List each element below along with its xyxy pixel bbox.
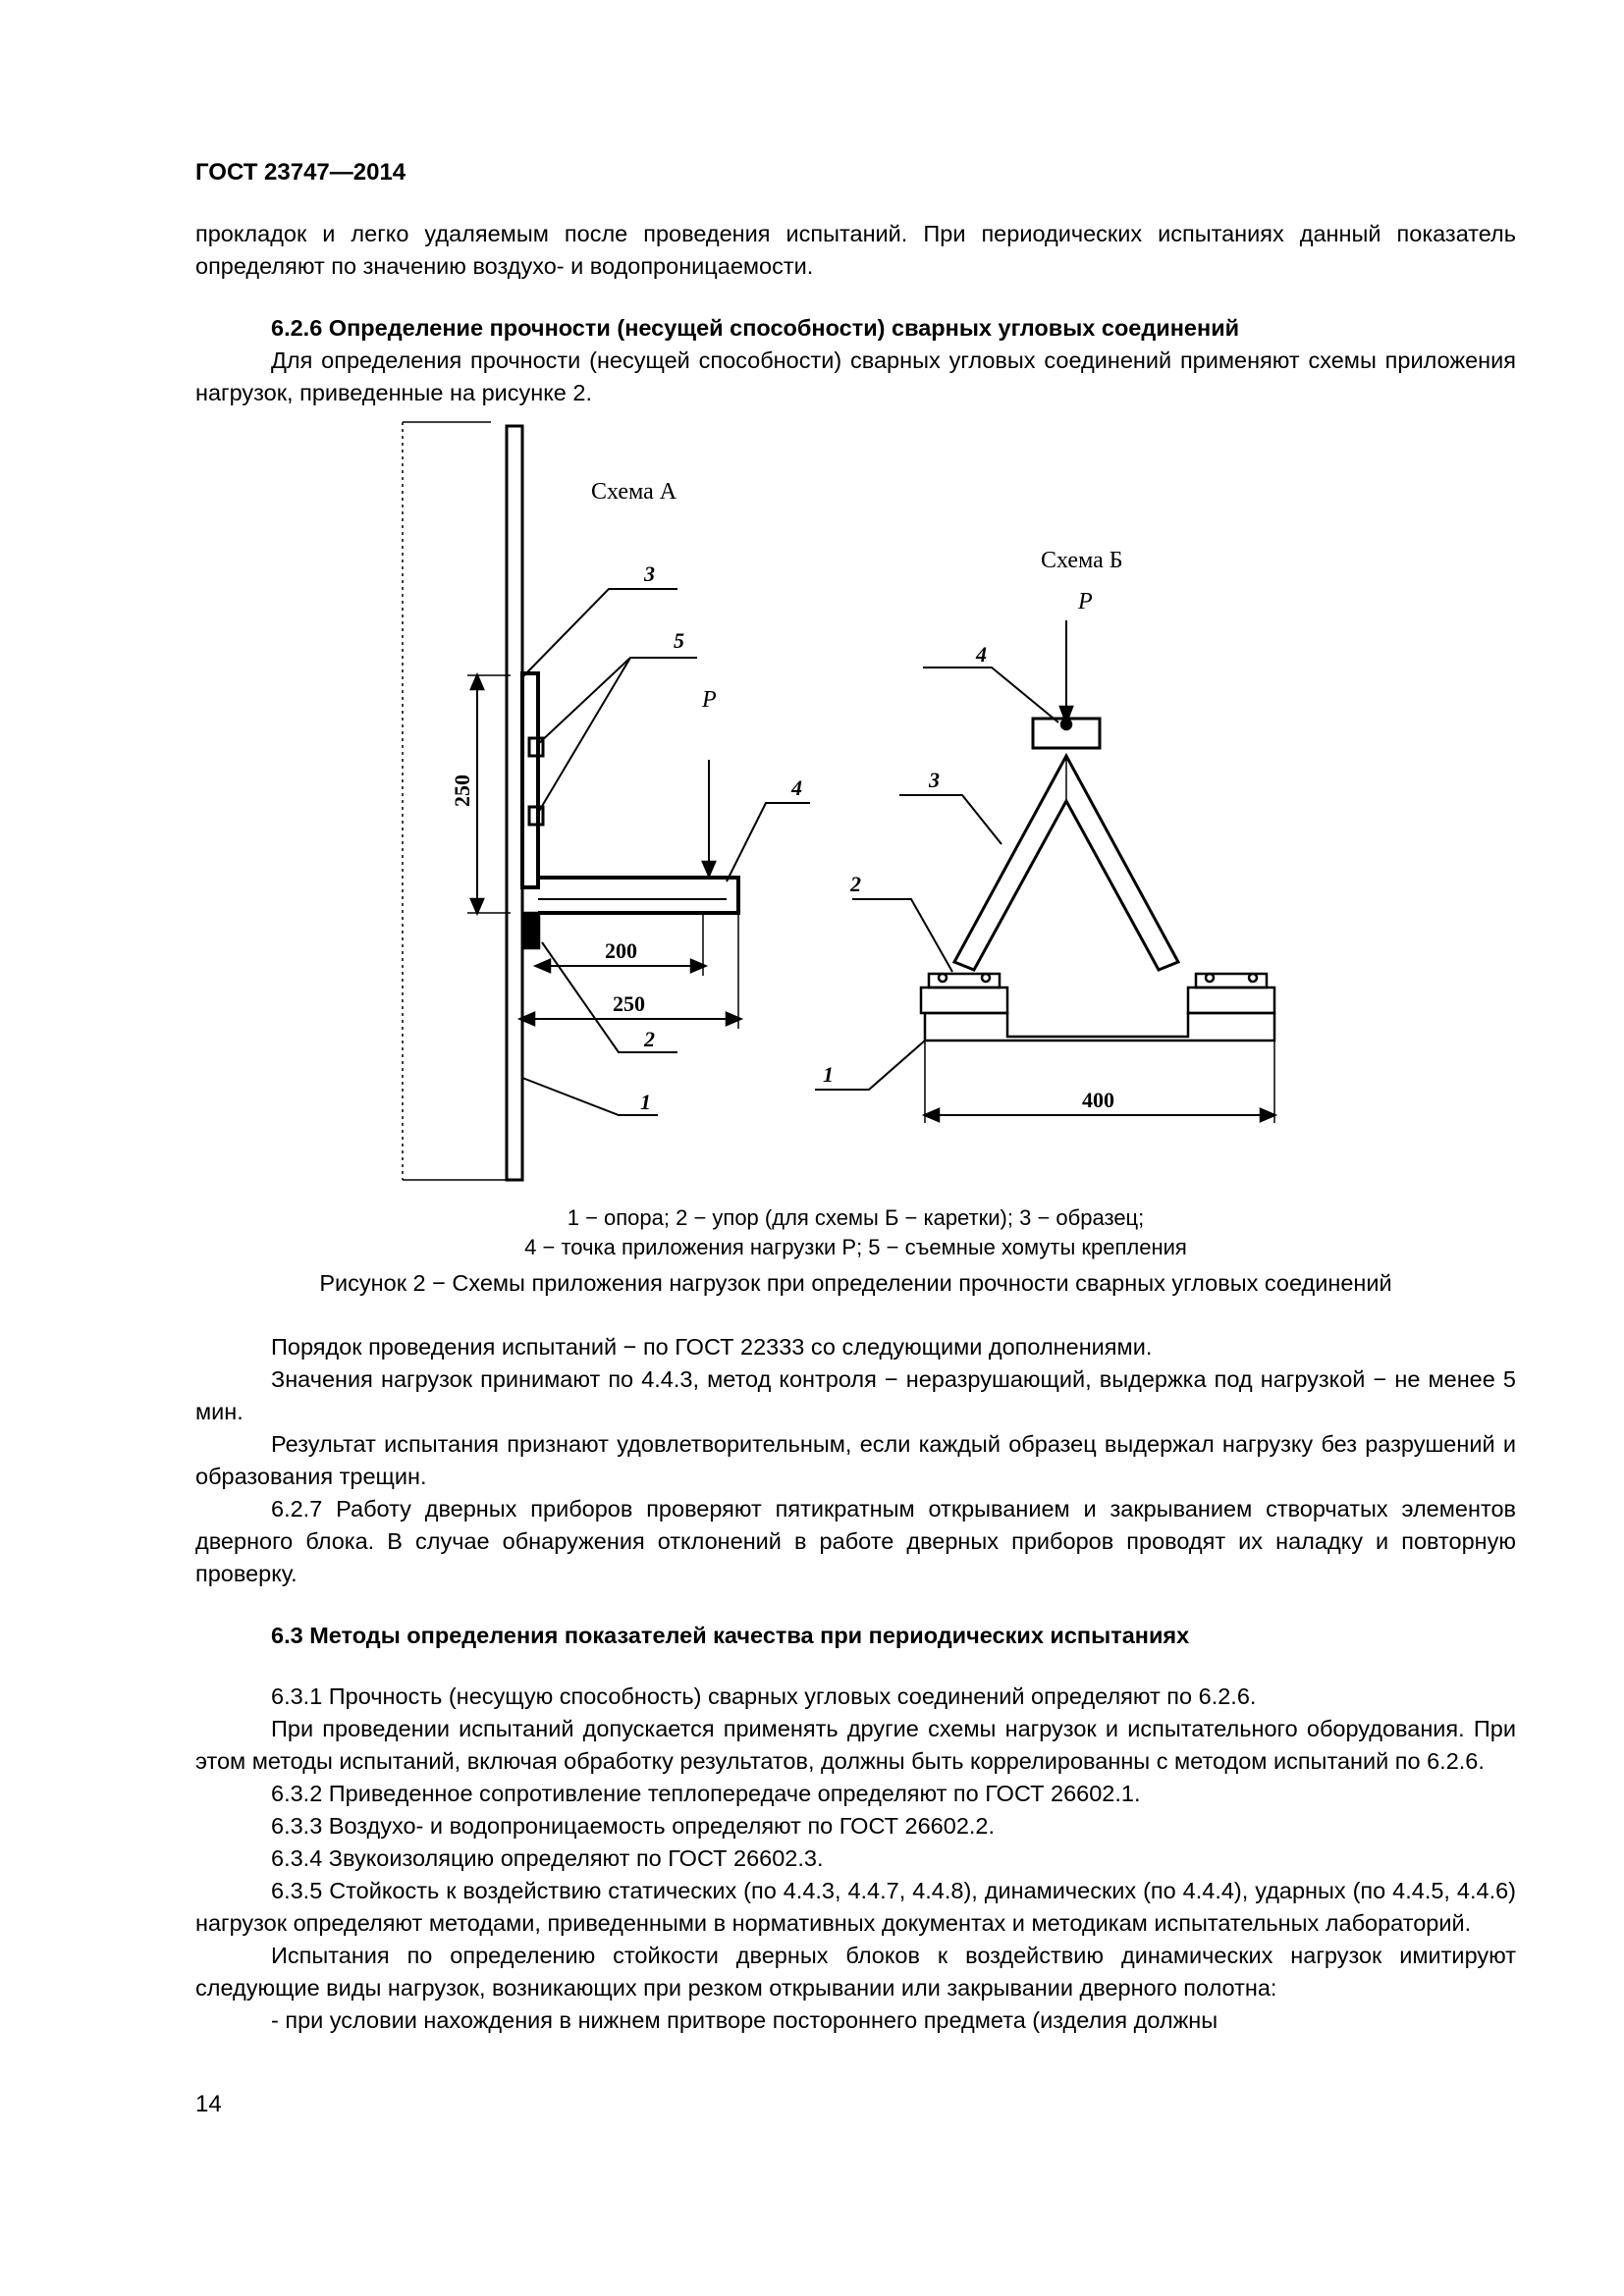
section-626	[195, 312, 1516, 409]
legend-line-2: 4 − точка приложения нагрузки P; 5 − съемные хомуты крепления	[524, 1235, 1187, 1259]
paragraph: - при условии нахождения в нижнем притворе постороннего предмета (изделия должны	[271, 2007, 1218, 2033]
paragraph: Результат испытания признают удовлетворительным, если каждый образец выдержал нагрузку без разрушений и образования трещин.	[195, 1431, 1516, 1489]
dim-a-height: 250	[450, 774, 474, 807]
section-63-heading: 6.3 Методы определения показателей качества при периодических испытаниях	[271, 1623, 1190, 1648]
callout-2-a: 2	[644, 1027, 655, 1051]
figure-2-diagram	[373, 412, 1335, 1188]
load-label-b: P	[1078, 589, 1093, 614]
paragraph: При проведении испытаний допускается применять другие схемы нагрузок и испытательного оборудования. При этом методы испытаний, включая обработку результатов, должны быть коррелированны с методом испытаний по 6.2.6.	[195, 1716, 1516, 1774]
figure-legend	[195, 1203, 1516, 1262]
document-code-header: ГОСТ 23747—2014	[195, 159, 406, 186]
dim-a-250: 250	[613, 991, 645, 1016]
callout-1-b: 1	[823, 1062, 834, 1087]
callout-1-a: 1	[640, 1090, 651, 1114]
paragraph: 6.3.1 Прочность (несущую способность) сварных угловых соединений определяют по 6.2.6.	[271, 1683, 1257, 1709]
after-figure-block	[195, 1331, 1516, 1590]
sample-vertical	[522, 673, 538, 887]
paragraph: Испытания по определению стойкости дверных блоков к воздействию динамических нагрузок имитируют следующие виды нагрузок, возникающих при резком открывании или закрывании дверного полотна:	[195, 1943, 1516, 2001]
schema-b-label: Схема Б	[1041, 548, 1123, 573]
paragraph: 6.3.4 Звукоизоляцию определяют по ГОСТ 26602.3.	[271, 1845, 824, 1871]
dim-a-200: 200	[605, 938, 637, 963]
intro-paragraph: прокладок и легко удаляемым после проведения испытаний. При периодических испытаниях данный показатель определяют по значению воздухо- и водопроницаемости.	[195, 221, 1516, 279]
dim-b-400: 400	[1082, 1088, 1114, 1112]
callout-3-a: 3	[644, 561, 655, 586]
callout-4-a: 4	[791, 775, 802, 800]
paragraph: Значения нагрузок принимают по 4.4.3, метод контроля − неразрушающий, выдержка под нагрузкой − не менее 5 мин.	[195, 1366, 1516, 1424]
intro-block	[195, 218, 1516, 283]
callout-3-b: 3	[929, 768, 940, 792]
callout-2-b: 2	[850, 872, 861, 896]
legend-line-1: 1 − опора; 2 − упор (для схемы Б − каретки); 3 − образец;	[567, 1205, 1145, 1230]
paragraph: 6.3.3 Воздухо- и водопроницаемость определяют по ГОСТ 26602.2.	[271, 1813, 996, 1839]
paragraph: Порядок проведения испытаний − по ГОСТ 22333 со следующими дополнениями.	[271, 1334, 1153, 1360]
paragraph: 6.3.2 Приведенное сопротивление теплопередаче определяют по ГОСТ 26602.1.	[271, 1781, 1141, 1806]
load-label-a: P	[702, 687, 717, 713]
section-626-text: Для определения прочности (несущей способности) сварных угловых соединений применяют схемы приложения нагрузок, приведенные на рисунке 2.	[195, 347, 1516, 405]
paragraph: 6.3.5 Стойкость к воздействию статических (по 4.4.3, 4.4.7, 4.4.8), динамических (по 4.4.4), ударных (по 4.4.5, 4.4.6) нагрузок определяют методами, приведенными в нормативных документах и методикам испытательных лабораторий.	[195, 1878, 1516, 1936]
sample-horizontal	[538, 878, 738, 913]
callout-4-b: 4	[976, 642, 987, 667]
paragraph: 6.2.7 Работу дверных приборов проверяют пятикратным открыванием и закрыванием створчатых элементов дверного блока. В случае обнаружения отклонений в работе дверных приборов проводят их наладку и повторную проверку.	[195, 1496, 1516, 1586]
page-number: 14	[195, 2091, 222, 2117]
section-63-body	[195, 1681, 1516, 2037]
schema-a-label: Схема А	[591, 479, 677, 505]
support-post	[507, 426, 522, 1180]
section-63-heading-block	[195, 1620, 1516, 1652]
load-schemes-drawing	[373, 412, 1335, 1188]
callout-5-a: 5	[674, 628, 684, 653]
figure-caption: Рисунок 2 − Схемы приложения нагрузок при определении прочности сварных угловых соединений	[319, 1270, 1392, 1296]
section-626-heading: 6.2.6 Определение прочности (несущей способности) сварных угловых соединений	[271, 315, 1240, 341]
